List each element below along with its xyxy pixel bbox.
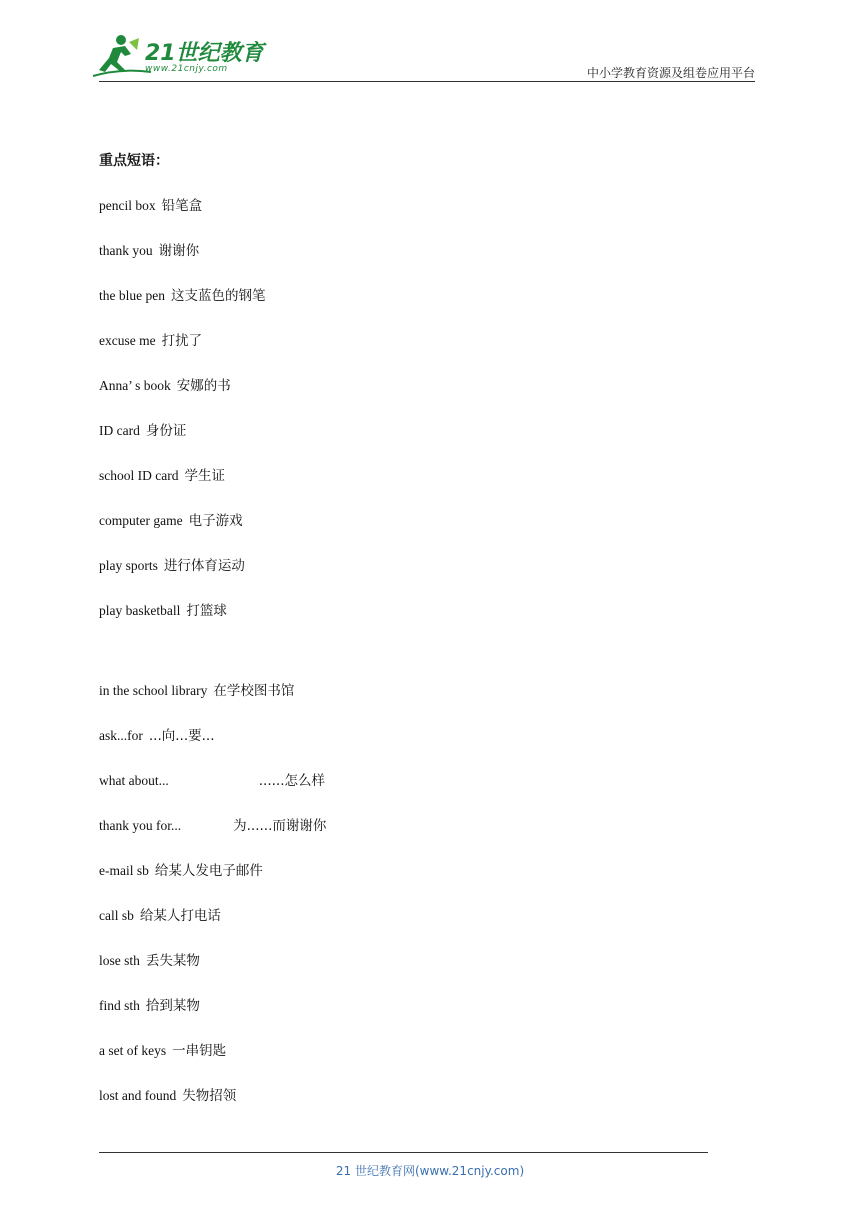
header-divider bbox=[99, 81, 755, 82]
phrase-english: computer game bbox=[99, 513, 183, 528]
phrase-chinese: 铅笔盒 bbox=[161, 198, 203, 214]
page-header bbox=[99, 30, 755, 84]
phrase-item bbox=[99, 510, 243, 532]
phrase-item bbox=[99, 420, 186, 442]
phrase-item bbox=[99, 680, 294, 702]
phrase-chinese: 打扰了 bbox=[161, 333, 203, 349]
phrase-english: call sb bbox=[99, 908, 134, 923]
phrase-chinese: 拾到某物 bbox=[145, 998, 200, 1014]
phrase-chinese: ......怎么样 bbox=[258, 773, 325, 789]
phrase-chinese: ...向...要... bbox=[148, 728, 215, 744]
phrase-item bbox=[99, 725, 215, 747]
phrase-item bbox=[99, 195, 202, 217]
phrase-chinese: 谢谢你 bbox=[158, 243, 200, 259]
footer-link[interactable]: 21 世纪教育网(www.21cnjy.com) bbox=[335, 1164, 525, 1178]
phrase-item bbox=[99, 1040, 226, 1062]
phrase-item bbox=[99, 285, 265, 307]
phrase-english: thank you for... bbox=[99, 818, 182, 833]
phrase-english: pencil box bbox=[99, 198, 156, 213]
phrase-english: play basketball bbox=[99, 603, 181, 618]
phrase-chinese: 为......而谢谢你 bbox=[233, 818, 327, 834]
phrase-english: find sth bbox=[99, 998, 140, 1013]
phrase-item bbox=[99, 860, 263, 882]
phrase-english: a set of keys bbox=[99, 1043, 167, 1058]
phrase-english: the blue pen bbox=[99, 288, 165, 303]
phrase-chinese: 进行体育运动 bbox=[163, 558, 245, 574]
phrase-item bbox=[99, 995, 200, 1017]
logo-url: www.21cnjy.com bbox=[145, 64, 228, 74]
phrase-chinese: 给某人发电子邮件 bbox=[154, 863, 263, 879]
phrase-item bbox=[99, 770, 325, 792]
phrase-item bbox=[99, 950, 200, 972]
phrase-item bbox=[99, 815, 326, 837]
phrase-chinese: 学生证 bbox=[184, 468, 225, 484]
phrase-english: in the school library bbox=[99, 683, 208, 698]
phrase-english: e-mail sb bbox=[99, 863, 149, 878]
phrase-item bbox=[99, 555, 245, 577]
phrase-chinese: 电子游戏 bbox=[188, 513, 243, 529]
header-platform-title: 中小学教育资源及组卷应用平台 bbox=[586, 66, 755, 80]
phrase-chinese: 给某人打电话 bbox=[139, 908, 221, 924]
phrase-chinese: 一串钥匙 bbox=[172, 1043, 227, 1059]
phrase-english: what about... bbox=[99, 773, 169, 788]
section-heading: 重点短语： bbox=[99, 153, 169, 169]
phrase-chinese: 丢失某物 bbox=[145, 953, 200, 969]
phrase-english: thank you bbox=[99, 243, 153, 258]
phrase-item bbox=[99, 1085, 236, 1107]
phrase-english: Anna’ s book bbox=[99, 378, 171, 393]
phrase-item bbox=[99, 905, 221, 927]
phrase-item bbox=[99, 465, 225, 487]
phrase-english: ID card bbox=[99, 423, 140, 438]
phrase-chinese: 在学校图书馆 bbox=[213, 683, 295, 699]
phrase-english: school ID card bbox=[99, 468, 179, 483]
phrase-chinese: 失物招领 bbox=[182, 1088, 237, 1104]
phrase-chinese: 打篮球 bbox=[186, 603, 227, 619]
phrase-chinese: 安娜的书 bbox=[176, 378, 231, 394]
phrase-english: lose sth bbox=[99, 953, 140, 968]
phrase-item bbox=[99, 600, 227, 622]
phrase-chinese: 身份证 bbox=[145, 423, 187, 439]
phrase-item bbox=[99, 240, 199, 262]
footer-divider bbox=[99, 1152, 708, 1153]
document-body bbox=[99, 150, 719, 1104]
phrase-english: ask...for bbox=[99, 728, 143, 743]
phrase-english: play sports bbox=[99, 558, 158, 573]
phrase-chinese: 这支蓝色的钢笔 bbox=[170, 288, 266, 304]
phrase-item bbox=[99, 375, 231, 397]
phrase-item bbox=[99, 330, 202, 352]
phrase-english: excuse me bbox=[99, 333, 156, 348]
logo-text: 21世纪教育 bbox=[145, 41, 264, 66]
phrase-english: lost and found bbox=[99, 1088, 177, 1103]
